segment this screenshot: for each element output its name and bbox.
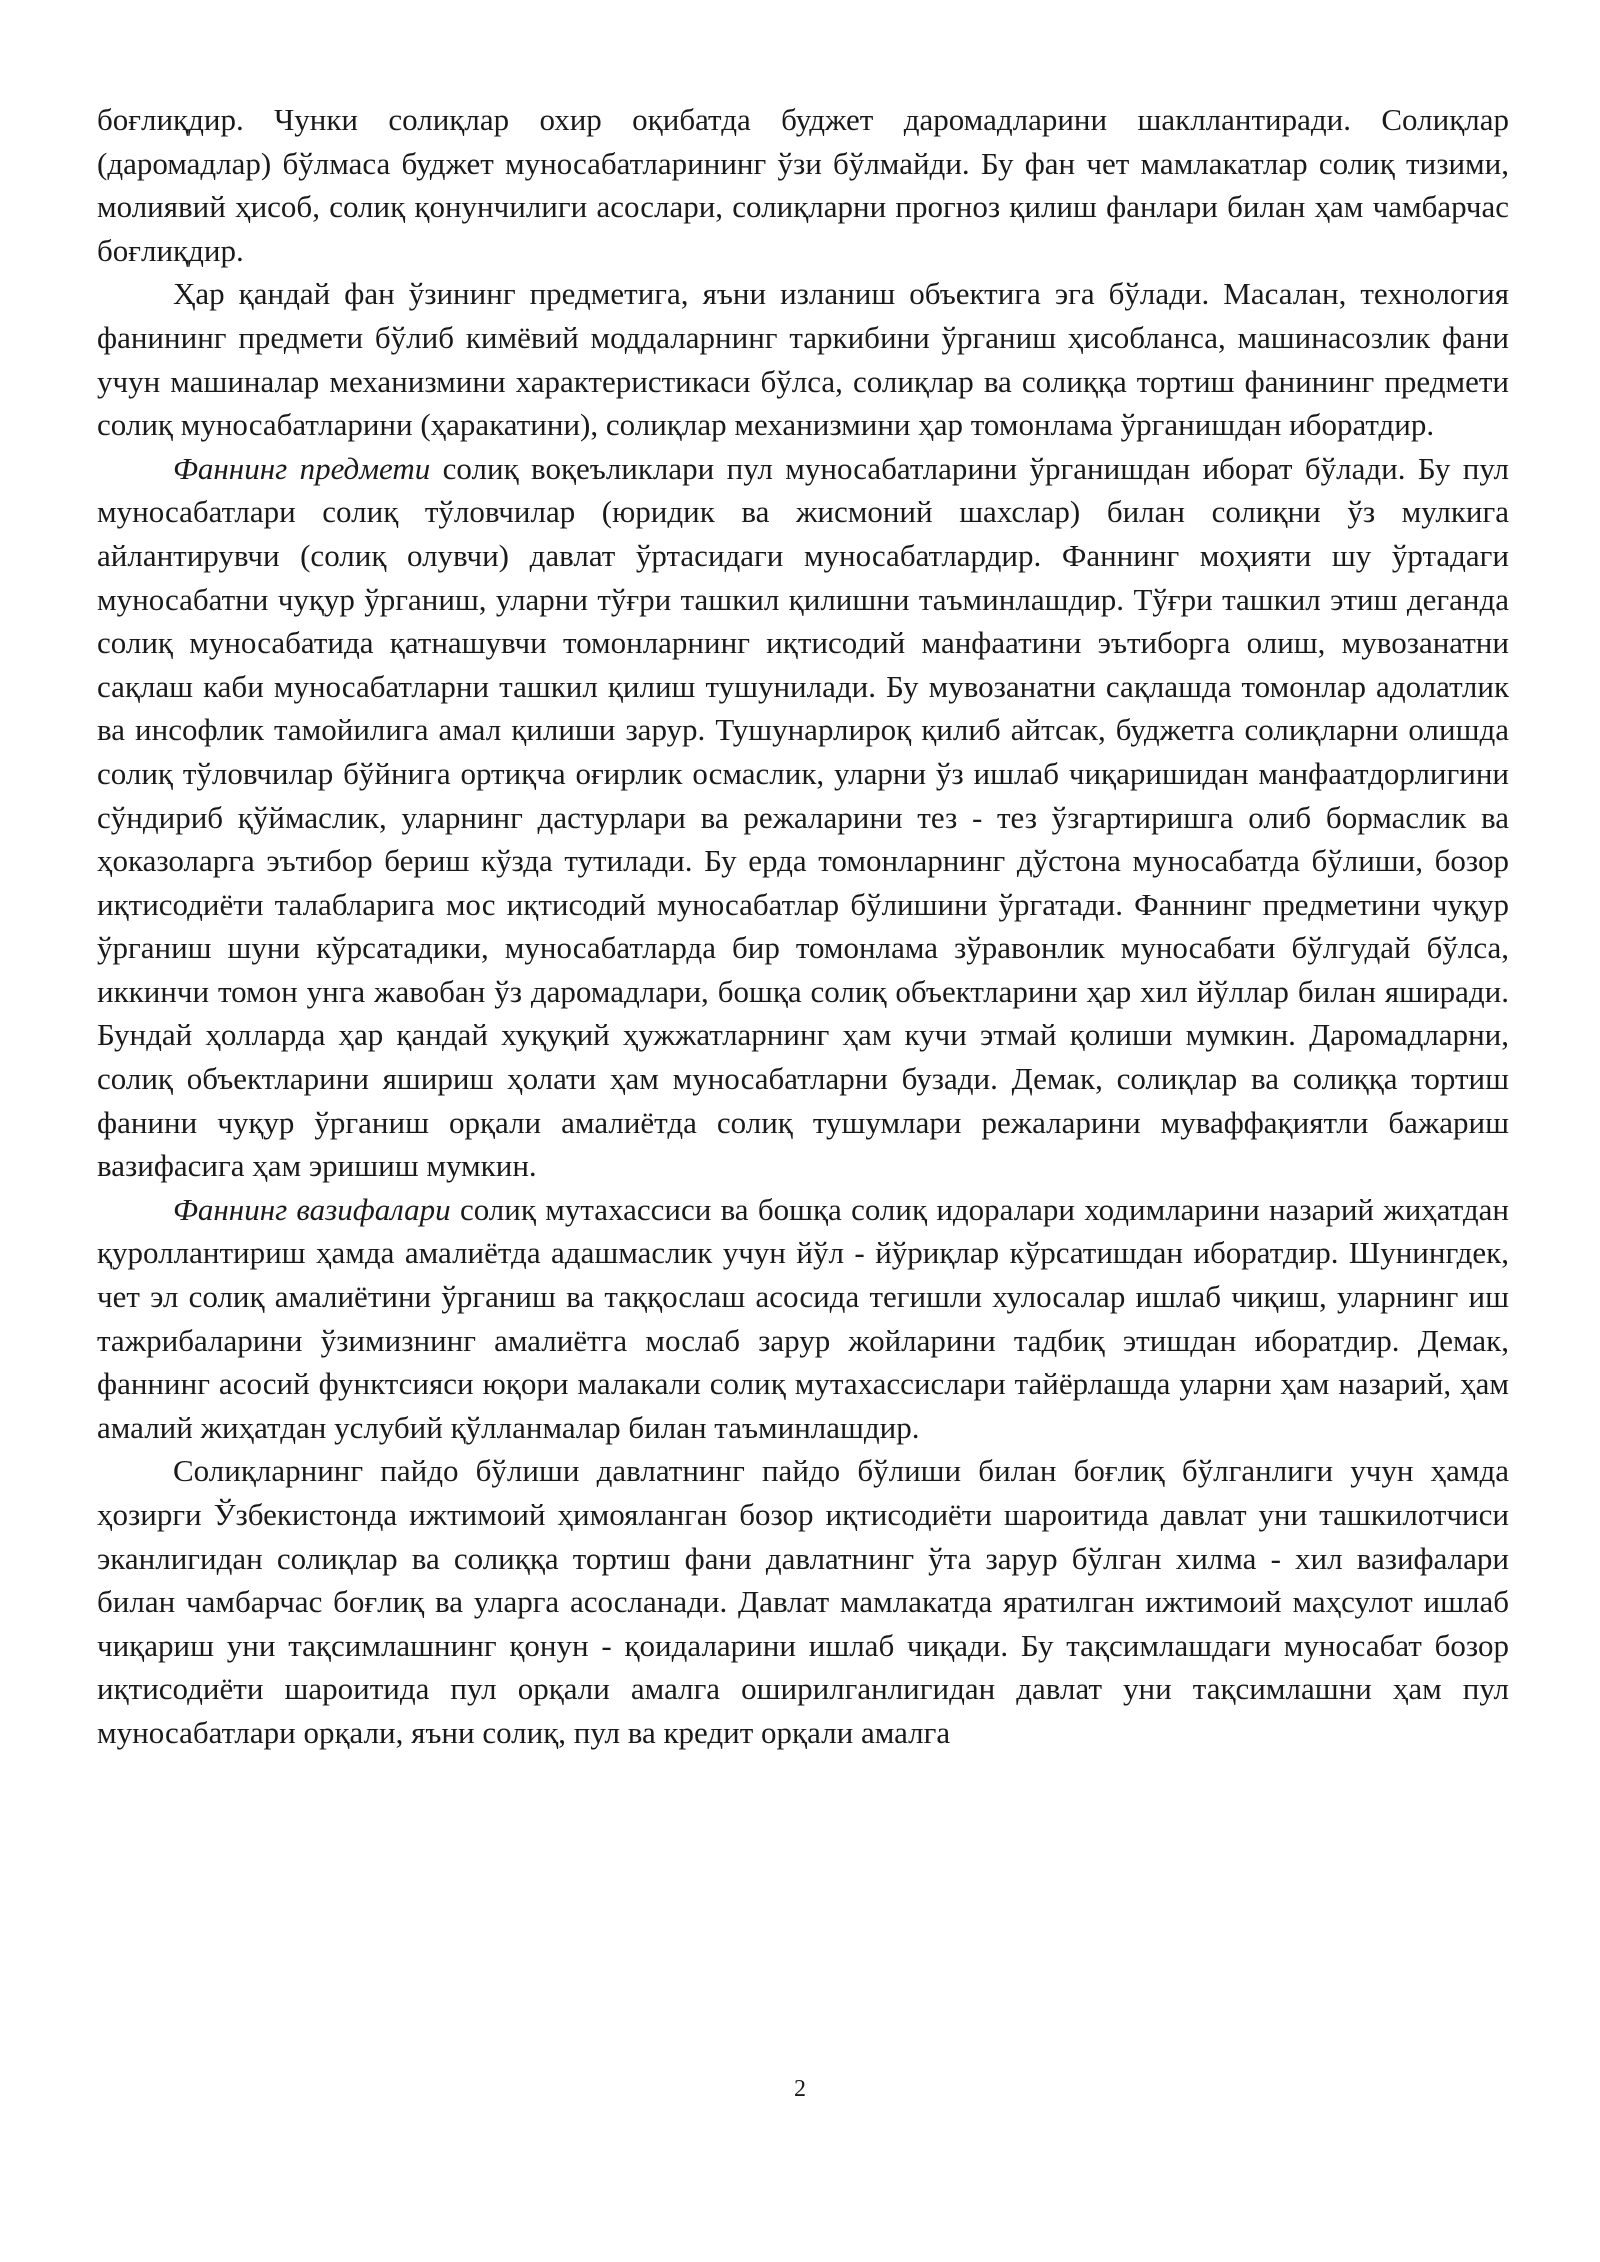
paragraph-2 [97,272,1509,446]
paragraph-3 [97,447,1509,1188]
paragraph-5 [97,1449,1509,1754]
paragraph-3-text: солиқ воқеъликлари пул муносабатларини ўрганишдан иборат бўлади. Бу пул муносабатлари солиқ тўловчилар (юридик ва жисмоний шахслар) билан солиқни ўз мулкига айлантирувчи (солиқ олувчи) давлат ўртасидаги муносабатлардир. Фаннинг моҳияти шу ўртадаги муносабатни чуқур ўрганиш, уларни тўғри ташкил қилишни таъминлашдир. Тўғри ташкил этиш деганда солиқ муносабатида қатнашувчи томонларнинг иқтисодий манфаатини эътиборга олиш, мувозанатни сақлаш каби муносабатларни ташкил қилиш тушунилади. Бу мувозанатни сақлашда томонлар адолатлик ва инсофлик тамойилига амал қилиши зарур. Тушунарлироқ қилиб айтсак, буджетга солиқларни олишда солиқ тўловчилар бўйнига ортиқча оғирлик осмаслик, уларни ўз ишлаб чиқаришидан манфаатдорлигини сўндириб қўймаслик, уларнинг дастурлари ва режаларини тез - тез ўзгартиришга олиб бормаслик ва ҳоказоларга эътибор бериш кўзда тутилади. Бу ерда томонларнинг дўстона муносабатда бўлиши, бозор иқтисодиёти талабларига мос иқтисодий муносабатлар бўлишини ўргатади. Фаннинг предметини чуқур ўрганиш шуни кўрсатадики, муносабатларда бир томонлама зўравонлик муносабати бўлгудай бўлса, иккинчи томон унга жавобан ўз даромадлари, бошқа солиқ объектларини ҳар хил йўллар билан яширади. Бундай ҳолларда ҳар қандай хуқуқий ҳужжатларнинг ҳам кучи этмай қолиши мумкин. Даромадларни, солиқ объектларини яшириш ҳолати ҳам муносабатларни бузади. Демак, солиқлар ва солиққа тортиш фанини чуқур ўрганиш орқали амалиётда солиқ тушумлари режаларини муваффақиятли бажариш вазифасига ҳам эришиш мумкин. [97,450,1509,1184]
paragraph-2-text: Ҳар қандай фан ўзининг предметига, яъни изланиш объектига эга бўлади. Масалан, технология фанининг предмети бўлиб кимёвий моддаларнинг таркибини ўрганиш ҳисобланса, машинасозлик фани учун машиналар механизмини характеристикаси бўлса, солиқлар ва солиққа тортиш фанининг предмети солиқ муносабатларини (ҳаракатини), солиқлар механизмини ҳар томонлама ўрганишдан иборатдир. [97,276,1509,443]
paragraph-4-italic-lead: Фаннинг вазифалари [173,1191,451,1227]
paragraph-3-italic-lead: Фаннинг предмети [173,450,431,486]
paragraph-1 [97,98,1509,272]
paragraph-5-text: Солиқларнинг пайдо бўлиши давлатнинг пайдо бўлиши билан боғлиқ бўлганлиги учун ҳамда ҳозирги Ўзбекистонда ижтимоий ҳимояланган бозор иқтисодиёти шароитида давлат уни ташкилотчиси эканлигидан солиқлар ва солиққа тортиш фани давлатнинг ўта зарур бўлган хилма - хил вазифалари билан чамбарчас боғлиқ ва уларга асосланади. Давлат мамлакатда яратилган ижтимоий маҳсулот ишлаб чиқариш уни тақсимлашнинг қонун - қоидаларини ишлаб чиқади. Бу тақсимлашдаги муносабат бозор иқтисодиёти шароитида пул орқали амалга оширилганлигидан давлат уни тақсимлашни ҳам пул муносабатлари орқали, яъни солиқ, пул ва кредит орқали амалга [97,1453,1509,1750]
document-page [97,98,1509,1755]
page-number: 2 [794,2076,806,2102]
paragraph-4-text: солиқ мутахассиси ва бошқа солиқ идоралари ходимларини назарий жиҳатдан қуроллантириш ҳамда амалиётда адашмаслик учун йўл - йўриқлар кўрсатишдан иборатдир. Шунингдек, чет эл солиқ амалиётини ўрганиш ва таққослаш асосида тегишли хулосалар ишлаб чиқиш, уларнинг иш тажрибаларини ўзимизнинг амалиётга мослаб зарур жойларини тадбиқ этишдан иборатдир. Демак, фаннинг асосий функтсияси юқори малакали солиқ мутахассислари тайёрлашда уларни ҳам назарий, ҳам амалий жиҳатдан услубий қўлланмалар билан таъминлашдир. [97,1191,1510,1445]
paragraph-1-text: боғлиқдир. Чунки солиқлар охир оқибатда буджет даромадларини шакллантиради. Солиқлар (даромадлар) бўлмаса буджет муносабатларининг ўзи бўлмайди. Бу фан чет мамлакатлар солиқ тизими, молиявий ҳисоб, солиқ қонунчилиги асослари, солиқларни прогноз қилиш фанлари билан ҳам чамбарчас боғлиқдир. [97,102,1509,268]
paragraph-4 [97,1188,1509,1450]
